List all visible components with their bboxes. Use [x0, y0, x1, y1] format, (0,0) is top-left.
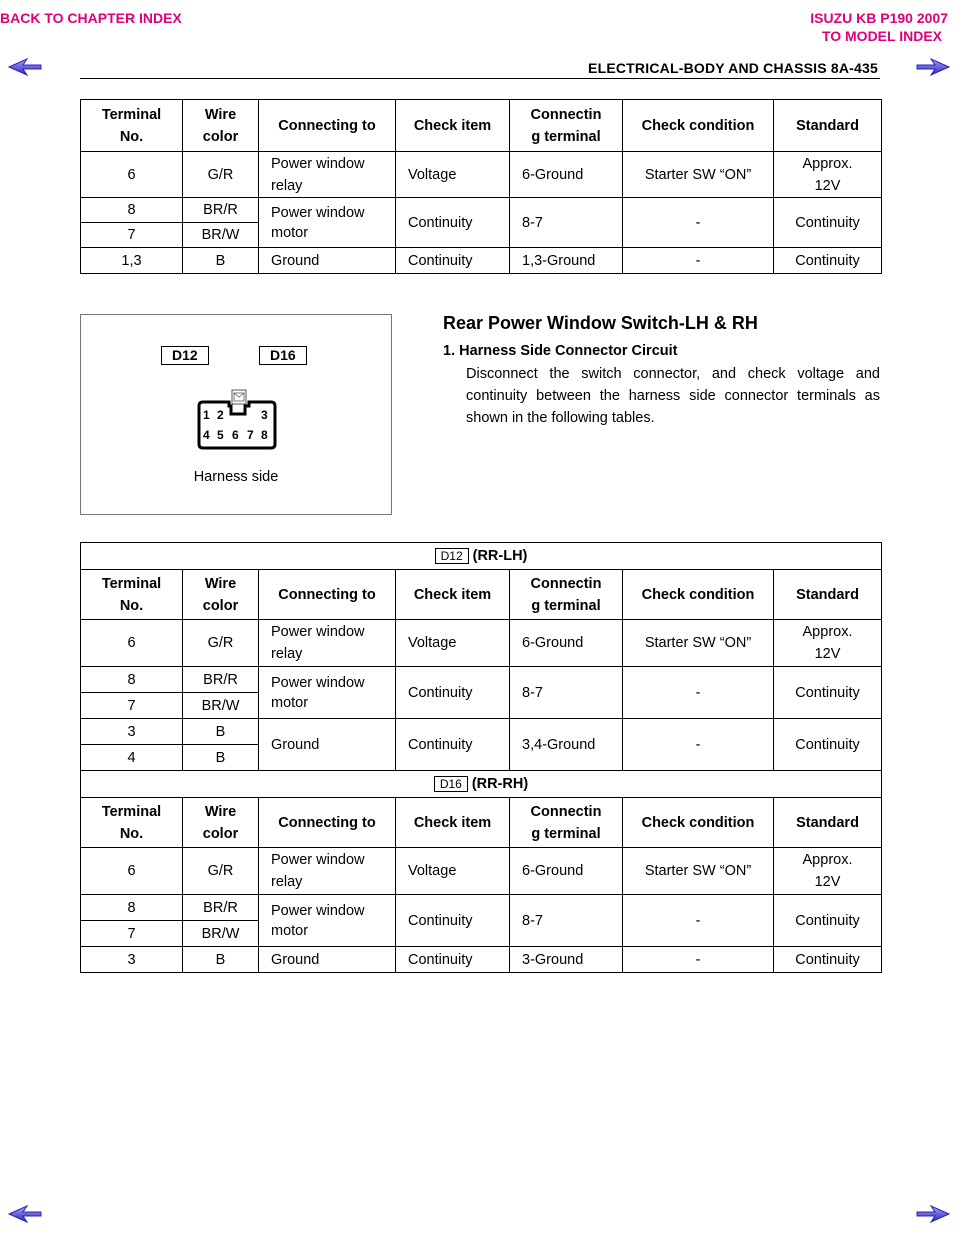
model-title: ISUZU KB P190 2007 [810, 10, 948, 26]
table-header-row [81, 100, 882, 152]
col-wire-color: Wire color [183, 100, 259, 152]
table-row: 7 BR/W [81, 921, 882, 947]
col-check-condition: Check condition [623, 100, 774, 152]
pin-label: 7 [247, 428, 254, 442]
to-model-index-link[interactable]: TO MODEL INDEX [821, 28, 942, 44]
col-check-item: Check item [396, 100, 510, 152]
table-row: 8 BR/R Power window motor Continuity 8-7 - Continuity [81, 667, 882, 693]
cell-check-item: Continuity [396, 248, 510, 274]
header-rule [80, 78, 880, 79]
cell-check-condition: - [623, 198, 774, 248]
table-row: 3 B Ground Continuity 3-Ground - Continuity [81, 947, 882, 973]
table-row: 6 G/R Power window relay Voltage 6-Ground Starter SW “ON” Approx. 12V [81, 620, 882, 667]
pin-label: 3 [261, 408, 268, 422]
cell-wire: B [183, 248, 259, 274]
col-connecting-terminal: Connectin g terminal [510, 100, 623, 152]
connector-tag-d12: D12 [161, 346, 209, 365]
pin-label: 4 [203, 428, 210, 442]
pin-label: 8 [261, 428, 268, 442]
section-title: Rear Power Window Switch-LH & RH [443, 313, 758, 333]
col-connecting-to: Connecting to [259, 100, 396, 152]
pin-label: 1 [203, 408, 210, 422]
cell-terminal: 6 [81, 152, 183, 198]
table-row: 8 BR/R Power window motor Continuity 8-7 - Continuity [81, 895, 882, 921]
table-row: 3 B Ground Continuity 3,4-Ground - Continuity [81, 719, 882, 745]
figure-caption: Harness side [193, 469, 279, 485]
table-header-row: Terminal No. Wire color Connecting to Check item Connectin g terminal Check condition Standard [81, 570, 882, 620]
caption-rr-lh: D12 (RR-LH) [81, 543, 882, 570]
top-connector-table [80, 99, 882, 274]
back-to-chapter-index-link[interactable]: BACK TO CHAPTER INDEX [0, 10, 182, 26]
page-header-title: ELECTRICAL-BODY AND CHASSIS 8A-435 [588, 60, 878, 76]
table-header-row: Terminal No. Wire color Connecting to Check item Connectin g terminal Check condition Standard [81, 798, 882, 848]
rear-switch-table [80, 542, 882, 973]
col-terminal-no: Terminal No. [81, 100, 183, 152]
cell-wire: G/R [183, 152, 259, 198]
table-row [81, 198, 882, 223]
next-page-arrow-icon[interactable] [916, 58, 950, 76]
pin-label: 5 [217, 428, 224, 442]
connector-pins [203, 408, 269, 444]
cell-terminal: 7 [81, 223, 183, 248]
pin-label: 2 [217, 408, 224, 422]
table-row [81, 152, 882, 198]
connector-figure [80, 314, 392, 515]
prev-page-arrow-icon[interactable] [8, 58, 42, 76]
connector-tag-d16: D16 [259, 346, 307, 365]
cell-connecting: Power window motor [259, 198, 396, 248]
cell-standard: Approx. 12V [774, 152, 882, 198]
prev-page-arrow-icon[interactable] [8, 1205, 42, 1223]
cell-connecting: Power window relay [259, 152, 396, 198]
cell-connecting-terminal: 1,3-Ground [510, 248, 623, 274]
cell-check-item: Continuity [396, 198, 510, 248]
cell-terminal: 1,3 [81, 248, 183, 274]
cell-connecting-terminal: 6-Ground [510, 152, 623, 198]
pin-label: 6 [232, 428, 239, 442]
table-row: 4 B [81, 745, 882, 771]
cell-check-condition: Starter SW “ON” [623, 152, 774, 198]
section-body: Disconnect the switch connector, and check voltage and continuity between the harness side connector terminals as shown in the following tables. [466, 366, 880, 426]
caption-rr-rh: D16 (RR-RH) [81, 771, 882, 798]
cell-wire: BR/W [183, 223, 259, 248]
col-standard: Standard [774, 100, 882, 152]
table-row [81, 248, 882, 274]
connector-tag-d12: D12 [435, 548, 469, 564]
cell-connecting: Ground [259, 248, 396, 274]
cell-check-condition: - [623, 248, 774, 274]
table-row: 6 G/R Power window relay Voltage 6-Ground Starter SW “ON” Approx. 12V [81, 848, 882, 895]
next-page-arrow-icon[interactable] [916, 1205, 950, 1223]
cell-check-item: Voltage [396, 152, 510, 198]
cell-wire: BR/R [183, 198, 259, 223]
cell-standard: Continuity [774, 248, 882, 274]
cell-connecting-terminal: 8-7 [510, 198, 623, 248]
section-step: 1. Harness Side Connector Circuit [443, 343, 678, 359]
table-row: 7 BR/W [81, 693, 882, 719]
connector-tag-d16: D16 [434, 776, 468, 792]
cell-terminal: 8 [81, 198, 183, 223]
cell-standard: Continuity [774, 198, 882, 248]
